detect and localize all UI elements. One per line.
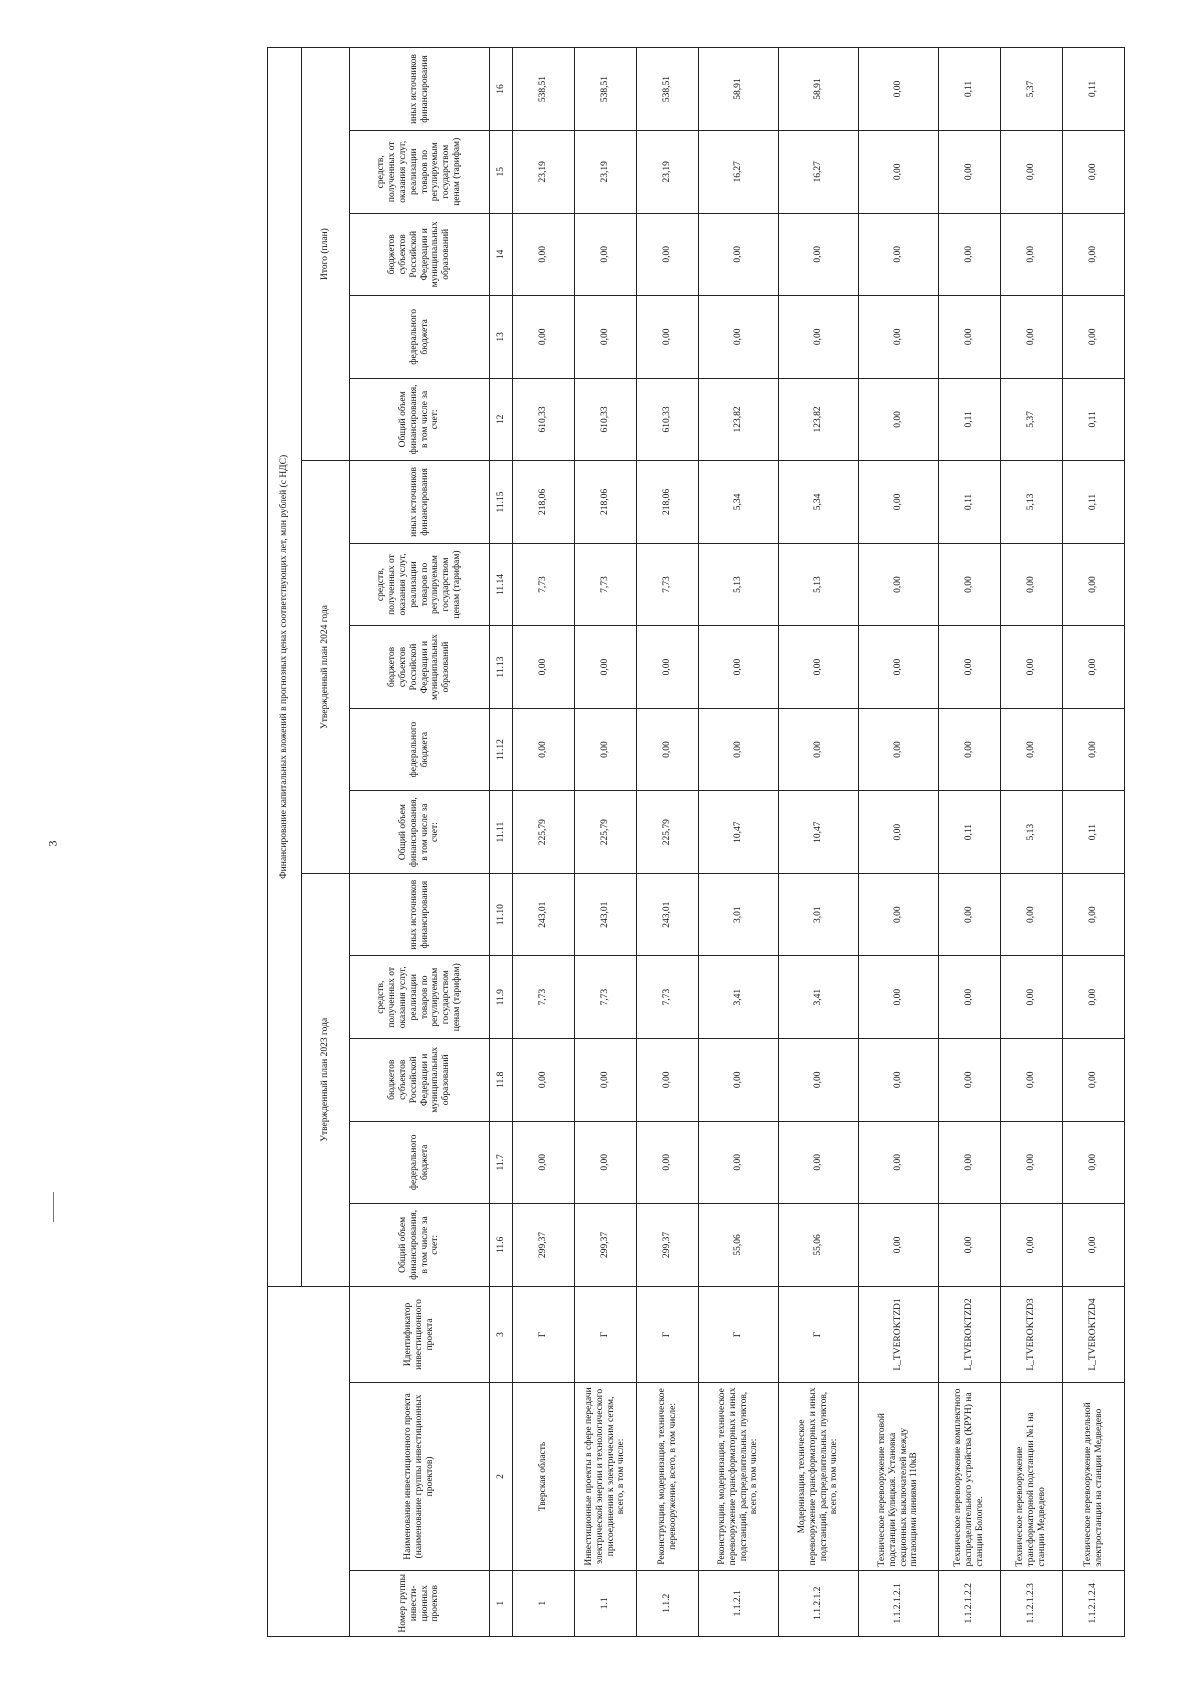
value-cell: 0,11 bbox=[1063, 791, 1125, 874]
header-tariff: средств, полученных от оказания услуг, реализации товаров по регулируемым государством ценам (тарифам) bbox=[350, 956, 490, 1039]
value-cell: 0,00 bbox=[859, 708, 939, 791]
value-cell: 58,91 bbox=[779, 48, 859, 131]
group-number-cell: 1 bbox=[513, 1570, 575, 1636]
value-cell: 0,00 bbox=[637, 1121, 699, 1204]
column-index-cell: 2 bbox=[490, 1383, 513, 1570]
value-cell: 0,00 bbox=[1063, 708, 1125, 791]
value-cell: 538,51 bbox=[513, 48, 575, 131]
header-regional: бюджетов субъектов Российской Федерации и муниципальных образований bbox=[350, 626, 490, 709]
value-cell: 0,00 bbox=[1001, 708, 1063, 791]
column-index-cell: 15 bbox=[490, 130, 513, 213]
column-index-cell: 11.11 bbox=[490, 791, 513, 874]
value-cell: 225,79 bbox=[637, 791, 699, 874]
table-row bbox=[513, 48, 575, 1637]
value-cell: 0,00 bbox=[859, 213, 939, 296]
value-cell: 538,51 bbox=[575, 48, 637, 131]
value-cell: 58,91 bbox=[699, 48, 779, 131]
column-index-cell: 11.15 bbox=[490, 461, 513, 544]
group-number-cell: 1.1.2.1.2.3 bbox=[1001, 1570, 1063, 1636]
column-index-cell: 16 bbox=[490, 48, 513, 131]
project-name-cell: Техническое перевооружение тяговой подстанции Кулицкая. Установка секционных выключателей между питающими линиями 110кВ bbox=[859, 1383, 939, 1570]
project-id-cell: L_TVEROKTZD3 bbox=[1001, 1286, 1063, 1383]
table-row bbox=[1063, 48, 1125, 1637]
value-cell: 3,01 bbox=[779, 873, 859, 956]
header-regional: бюджетов субъектов Российской Федерации и муниципальных образований bbox=[350, 213, 490, 296]
project-name-cell: Техническое перевооружение дизельной электростанции на станции Медведево bbox=[1063, 1383, 1125, 1570]
value-cell: 0,00 bbox=[699, 1039, 779, 1122]
value-cell: 10,47 bbox=[779, 791, 859, 874]
value-cell: 0,00 bbox=[1001, 1121, 1063, 1204]
value-cell: 0,11 bbox=[939, 378, 1001, 461]
value-cell: 0,00 bbox=[859, 1204, 939, 1287]
value-cell: 10,47 bbox=[699, 791, 779, 874]
value-cell: 55,06 bbox=[699, 1204, 779, 1287]
group-number-cell: 1.1.2.1 bbox=[699, 1570, 779, 1636]
value-cell: 0,00 bbox=[939, 626, 1001, 709]
column-index-cell: 13 bbox=[490, 296, 513, 379]
value-cell: 0,00 bbox=[1001, 626, 1063, 709]
value-cell: 0,00 bbox=[939, 130, 1001, 213]
column-index-row bbox=[490, 48, 513, 1637]
value-cell: 0,00 bbox=[1001, 1039, 1063, 1122]
value-cell: 610,33 bbox=[637, 378, 699, 461]
value-cell: 0,00 bbox=[779, 213, 859, 296]
table-body bbox=[513, 48, 1125, 1637]
value-cell: 243,01 bbox=[513, 873, 575, 956]
value-cell: 0,00 bbox=[779, 296, 859, 379]
value-cell: 0,00 bbox=[779, 1121, 859, 1204]
value-cell: 0,00 bbox=[1063, 130, 1125, 213]
column-index-cell: 11.8 bbox=[490, 1039, 513, 1122]
value-cell: 0,00 bbox=[859, 626, 939, 709]
value-cell: 0,00 bbox=[1001, 543, 1063, 626]
header-total-volume: Общий объем финансирования, в том числе за счет: bbox=[350, 791, 490, 874]
header-other: иных источников финансирования bbox=[350, 48, 490, 131]
value-cell: 0,00 bbox=[699, 296, 779, 379]
value-cell: 0,00 bbox=[1001, 296, 1063, 379]
value-cell: 7,73 bbox=[575, 543, 637, 626]
page-number: 3 bbox=[45, 840, 60, 847]
value-cell: 0,00 bbox=[939, 956, 1001, 1039]
value-cell: 299,37 bbox=[637, 1204, 699, 1287]
value-cell: 0,00 bbox=[1001, 956, 1063, 1039]
header-plan-2024: Утвержденный план 2024 года bbox=[302, 461, 350, 874]
value-cell: 0,00 bbox=[699, 1121, 779, 1204]
value-cell: 0,00 bbox=[637, 708, 699, 791]
project-id-cell: L_TVEROKTZD4 bbox=[1063, 1286, 1125, 1383]
header-regional: бюджетов субъектов Российской Федерации и муниципальных образований bbox=[350, 1039, 490, 1122]
value-cell: 0,00 bbox=[779, 626, 859, 709]
value-cell: 5,37 bbox=[1001, 378, 1063, 461]
header-tariff: средств, полученных от оказания услуг, реализации товаров по регулируемым государством ценам (тарифам) bbox=[350, 130, 490, 213]
value-cell: 0,00 bbox=[779, 1039, 859, 1122]
project-name-cell: Инвестиционные проекты в сфере передачи электрической энергии и технологического присоединения к электрическим сетям, всего, в том числе: bbox=[575, 1383, 637, 1570]
table-row bbox=[637, 48, 699, 1637]
value-cell: 0,00 bbox=[1001, 873, 1063, 956]
financing-table bbox=[267, 47, 1125, 1637]
value-cell: 0,00 bbox=[939, 1039, 1001, 1122]
value-cell: 218,06 bbox=[513, 461, 575, 544]
value-cell: 0,00 bbox=[699, 626, 779, 709]
value-cell: 5,13 bbox=[699, 543, 779, 626]
project-name-cell: Техническое перевооружение трансформаторной подстанции №1 на станции Медведево bbox=[1001, 1383, 1063, 1570]
value-cell: 0,00 bbox=[1063, 873, 1125, 956]
project-id-cell: Г bbox=[779, 1286, 859, 1383]
header-plan-2023: Утвержденный план 2023 года bbox=[302, 873, 350, 1286]
value-cell: 0,00 bbox=[513, 626, 575, 709]
value-cell: 5,34 bbox=[699, 461, 779, 544]
value-cell: 0,00 bbox=[1001, 213, 1063, 296]
value-cell: 0,00 bbox=[939, 296, 1001, 379]
value-cell: 55,06 bbox=[779, 1204, 859, 1287]
table-row bbox=[939, 48, 1001, 1637]
value-cell: 0,11 bbox=[939, 461, 1001, 544]
table-row bbox=[699, 48, 779, 1637]
value-cell: 0,00 bbox=[859, 130, 939, 213]
margin-mark bbox=[53, 1192, 54, 1222]
column-index-cell: 3 bbox=[490, 1286, 513, 1383]
value-cell: 0,00 bbox=[939, 1204, 1001, 1287]
value-cell: 7,73 bbox=[513, 956, 575, 1039]
value-cell: 243,01 bbox=[637, 873, 699, 956]
column-index-cell: 11.12 bbox=[490, 708, 513, 791]
value-cell: 3,41 bbox=[699, 956, 779, 1039]
value-cell: 0,00 bbox=[637, 626, 699, 709]
value-cell: 0,00 bbox=[1063, 1121, 1125, 1204]
value-cell: 0,11 bbox=[1063, 48, 1125, 131]
table-row bbox=[859, 48, 939, 1637]
value-cell: 0,00 bbox=[575, 296, 637, 379]
value-cell: 610,33 bbox=[513, 378, 575, 461]
value-cell: 0,00 bbox=[859, 873, 939, 956]
project-name-cell: Реконструкция, модернизация, техническое перевооружение, всего, в том числе: bbox=[637, 1383, 699, 1570]
value-cell: 218,06 bbox=[575, 461, 637, 544]
value-cell: 0,00 bbox=[699, 708, 779, 791]
value-cell: 5,34 bbox=[779, 461, 859, 544]
value-cell: 16,27 bbox=[699, 130, 779, 213]
value-cell: 7,73 bbox=[575, 956, 637, 1039]
project-id-cell: Г bbox=[513, 1286, 575, 1383]
value-cell: 0,00 bbox=[1001, 1204, 1063, 1287]
value-cell: 0,00 bbox=[859, 461, 939, 544]
value-cell: 16,27 bbox=[779, 130, 859, 213]
group-number-cell: 1.1.2.1.2.4 bbox=[1063, 1570, 1125, 1636]
value-cell: 218,06 bbox=[637, 461, 699, 544]
value-cell: 3,01 bbox=[699, 873, 779, 956]
value-cell: 5,37 bbox=[1001, 48, 1063, 131]
value-cell: 0,00 bbox=[939, 1121, 1001, 1204]
value-cell: 0,00 bbox=[575, 626, 637, 709]
value-cell: 0,00 bbox=[637, 296, 699, 379]
value-cell: 0,00 bbox=[859, 791, 939, 874]
table-row bbox=[1001, 48, 1063, 1637]
value-cell: 225,79 bbox=[513, 791, 575, 874]
value-cell: 0,00 bbox=[1063, 543, 1125, 626]
table-row bbox=[779, 48, 859, 1637]
project-id-cell: L_TVEROKTZD1 bbox=[859, 1286, 939, 1383]
group-number-cell: 1.1.2.1.2.2 bbox=[939, 1570, 1001, 1636]
group-number-cell: 1.1.2.1.2.1 bbox=[859, 1570, 939, 1636]
group-number-cell: 1.1 bbox=[575, 1570, 637, 1636]
project-name-cell: Техническое перевооружение комплектного распределительного устройства (КРУН) на станции Бологое. bbox=[939, 1383, 1001, 1570]
value-cell: 0,00 bbox=[1063, 1039, 1125, 1122]
column-index-cell: 1 bbox=[490, 1570, 513, 1636]
value-cell: 123,82 bbox=[699, 378, 779, 461]
value-cell: 0,00 bbox=[575, 708, 637, 791]
value-cell: 5,13 bbox=[779, 543, 859, 626]
header-other: иных источников финансирования bbox=[350, 873, 490, 956]
project-id-cell: L_TVEROKTZD2 bbox=[939, 1286, 1001, 1383]
value-cell: 610,33 bbox=[575, 378, 637, 461]
value-cell: 0,11 bbox=[939, 48, 1001, 131]
project-name-cell: Тверская область bbox=[513, 1383, 575, 1570]
value-cell: 23,19 bbox=[575, 130, 637, 213]
value-cell: 0,00 bbox=[513, 708, 575, 791]
header-federal: федерального бюджета bbox=[350, 296, 490, 379]
value-cell: 538,51 bbox=[637, 48, 699, 131]
table-row bbox=[575, 48, 637, 1637]
value-cell: 0,00 bbox=[1063, 956, 1125, 1039]
column-index-cell: 14 bbox=[490, 213, 513, 296]
value-cell: 0,00 bbox=[699, 213, 779, 296]
value-cell: 0,00 bbox=[1063, 1204, 1125, 1287]
value-cell: 225,79 bbox=[575, 791, 637, 874]
value-cell: 299,37 bbox=[513, 1204, 575, 1287]
header-project-name: Наименование инвестиционного проекта (наименование группы инвестиционных проектов) bbox=[350, 1383, 490, 1570]
header-federal: федерального бюджета bbox=[350, 708, 490, 791]
value-cell: 243,01 bbox=[575, 873, 637, 956]
value-cell: 0,00 bbox=[513, 1121, 575, 1204]
value-cell: 0,00 bbox=[859, 48, 939, 131]
value-cell: 0,00 bbox=[859, 1121, 939, 1204]
header-total-volume: Общий объем финансирования, в том числе за счет: bbox=[350, 1204, 490, 1287]
header-federal: федерального бюджета bbox=[350, 1121, 490, 1204]
value-cell: 7,73 bbox=[637, 956, 699, 1039]
value-cell: 0,11 bbox=[1063, 378, 1125, 461]
value-cell: 0,00 bbox=[637, 1039, 699, 1122]
value-cell: 0,00 bbox=[939, 213, 1001, 296]
value-cell: 0,00 bbox=[859, 543, 939, 626]
value-cell: 0,00 bbox=[513, 296, 575, 379]
column-index-cell: 11.7 bbox=[490, 1121, 513, 1204]
value-cell: 0,00 bbox=[939, 873, 1001, 956]
group-number-cell: 1.1.2 bbox=[637, 1570, 699, 1636]
rotated-table-container bbox=[267, 47, 1104, 1637]
header-group-no: Номер группы инвести-ционных проектов bbox=[350, 1570, 490, 1636]
value-cell: 0,00 bbox=[575, 1039, 637, 1122]
value-cell: 0,00 bbox=[859, 1039, 939, 1122]
value-cell: 23,19 bbox=[637, 130, 699, 213]
header-total-volume: Общий объем финансирования, в том числе за счет: bbox=[350, 378, 490, 461]
column-index-cell: 12 bbox=[490, 378, 513, 461]
project-name-cell: Реконструкция, модернизация, техническое перевооружение трансформаторных и иных подстанций, распределительных пунктов, всего, в том числе: bbox=[699, 1383, 779, 1570]
header-other: иных источников финансирования bbox=[350, 461, 490, 544]
value-cell: 0,00 bbox=[779, 708, 859, 791]
project-id-cell: Г bbox=[637, 1286, 699, 1383]
column-index-cell: 11.9 bbox=[490, 956, 513, 1039]
value-cell: 7,73 bbox=[513, 543, 575, 626]
header-total-plan: Итого (план) bbox=[302, 48, 350, 461]
value-cell: 0,00 bbox=[575, 1121, 637, 1204]
header-blank bbox=[268, 1286, 350, 1636]
value-cell: 0,00 bbox=[859, 956, 939, 1039]
value-cell: 0,00 bbox=[939, 543, 1001, 626]
column-index-cell: 11.6 bbox=[490, 1204, 513, 1287]
value-cell: 0,00 bbox=[859, 296, 939, 379]
value-cell: 3,41 bbox=[779, 956, 859, 1039]
value-cell: 0,00 bbox=[1063, 626, 1125, 709]
value-cell: 0,11 bbox=[939, 791, 1001, 874]
value-cell: 0,00 bbox=[513, 1039, 575, 1122]
value-cell: 0,00 bbox=[575, 213, 637, 296]
value-cell: 0,00 bbox=[939, 708, 1001, 791]
value-cell: 5,13 bbox=[1001, 461, 1063, 544]
value-cell: 7,73 bbox=[637, 543, 699, 626]
header-financing: Финансирование капитальных вложений в прогнозных ценах соответствующих лет, млн рублей (с НДС) bbox=[268, 48, 302, 1287]
project-id-cell: Г bbox=[699, 1286, 779, 1383]
group-number-cell: 1.1.2.1.2 bbox=[779, 1570, 859, 1636]
value-cell: 0,00 bbox=[1001, 130, 1063, 213]
project-name-cell: Модернизация, техническое перевооружение трансформаторных и иных подстанций, распределительных пунктов, всего, в том числе: bbox=[779, 1383, 859, 1570]
column-index-cell: 11.13 bbox=[490, 626, 513, 709]
header-tariff: средств, полученных от оказания услуг, реализации товаров по регулируемым государством ценам (тарифам) bbox=[350, 543, 490, 626]
column-index-cell: 11.10 bbox=[490, 873, 513, 956]
value-cell: 0,00 bbox=[637, 213, 699, 296]
value-cell: 0,00 bbox=[859, 378, 939, 461]
value-cell: 299,37 bbox=[575, 1204, 637, 1287]
value-cell: 123,82 bbox=[779, 378, 859, 461]
value-cell: 0,00 bbox=[1063, 213, 1125, 296]
value-cell: 23,19 bbox=[513, 130, 575, 213]
project-id-cell: Г bbox=[575, 1286, 637, 1383]
value-cell: 0,00 bbox=[1063, 296, 1125, 379]
value-cell: 0,00 bbox=[513, 213, 575, 296]
value-cell: 5,13 bbox=[1001, 791, 1063, 874]
column-index-cell: 11.14 bbox=[490, 543, 513, 626]
header-project-id: Идентификатор инвестиционного проекта bbox=[350, 1286, 490, 1383]
value-cell: 0,11 bbox=[1063, 461, 1125, 544]
